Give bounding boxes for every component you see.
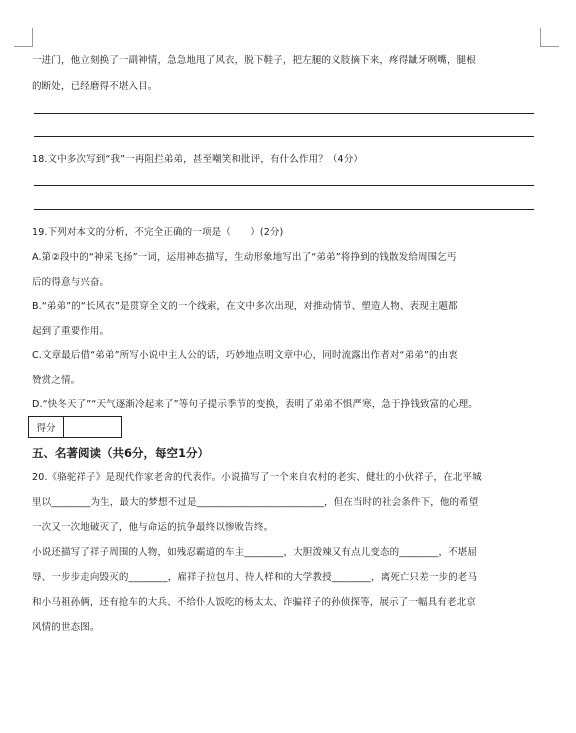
score-entry-cell (64, 417, 121, 437)
option-c-line-1: C.文章最后借“弟弟”所写小说中主人公的话，巧妙地点明文章中心，同时流露出作者对“弟弟”的由衷 (32, 350, 458, 361)
page-corner-mark-top-left (14, 28, 33, 47)
question-20-line-1: 20.《骆驼祥子》是现代作家老舍的代表作。小说描写了一个来自农村的老实、健壮的小伙祥子，在北平城 (32, 472, 482, 483)
passage-line-2: 的断处，已经磨得不堪入目。 (32, 81, 158, 92)
question-18: 18.文中多次写到“我”一再阻拦弟弟，甚至嘲笑和批评，有什么作用？（4分） (32, 154, 364, 165)
option-d-line-1: D.“快冬天了”“天气逐渐冷起来了”等句子提示季节的变换，表明了弟弟不惧严寒，急于挣钱致富的心理。 (32, 399, 478, 410)
option-b-line-2: 起到了重要作用。 (32, 326, 110, 337)
passage-line-1: 一进门，他立刻换了一副神情，急急地甩了风衣，脱下鞋子，把左腿的义肢摘下来，疼得龇牙咧嘴，腿根 (32, 55, 476, 66)
question-20-line-3: 一次又一次地破灭了，他与命运的抗争最终以惨败告终。 (32, 522, 274, 533)
question-20-line-6: 和小马祖孙俩，还有抢车的大兵、不给仆人饭吃的杨太太、诈骗祥子的孙侦探等，展示了一幅具有老北京 (32, 597, 476, 608)
question-20-line-5: 辱、一步步走向毁灭的________，雇祥子拉包月、待人样和的大学教授________，离死亡只差一步的老马 (32, 572, 478, 583)
question-20-line-7: 风情的世态图。 (32, 622, 100, 633)
answer-line (34, 185, 534, 186)
question-20-line-2: 里以________为生，最大的梦想不过是__________________________，但在当时的社会条件下，他的希望 (32, 497, 479, 508)
score-label: 得分 (29, 417, 64, 437)
option-b-line-1: B.“弟弟”的“长风衣”是贯穿全文的一个线索，在文中多次出现，对推动情节、塑造人物、表现主题都 (32, 301, 458, 312)
score-box (28, 416, 122, 438)
page-corner-mark-top-right (540, 28, 559, 47)
answer-line (34, 113, 534, 114)
answer-line (34, 209, 534, 210)
section-title: 五、名著阅读（共6分，每空1分） (32, 446, 210, 460)
question-20-line-4: 小说还描写了祥子周围的人物，如残忍霸道的车主________，大胆泼辣又有点儿变态的________，不堪屈 (32, 547, 478, 558)
option-a-line-2: 后的得意与兴奋。 (32, 277, 110, 288)
question-19: 19.下列对本文的分析，不完全正确的一项是（ ）(2分) (32, 227, 284, 238)
option-a-line-1: A.第②段中的“神采飞扬”一词，运用神态描写，生动形象地写出了“弟弟”将挣到的钱散发给周围乞丐 (32, 252, 457, 263)
option-c-line-2: 赞赏之情。 (32, 375, 81, 386)
answer-line (34, 136, 534, 137)
